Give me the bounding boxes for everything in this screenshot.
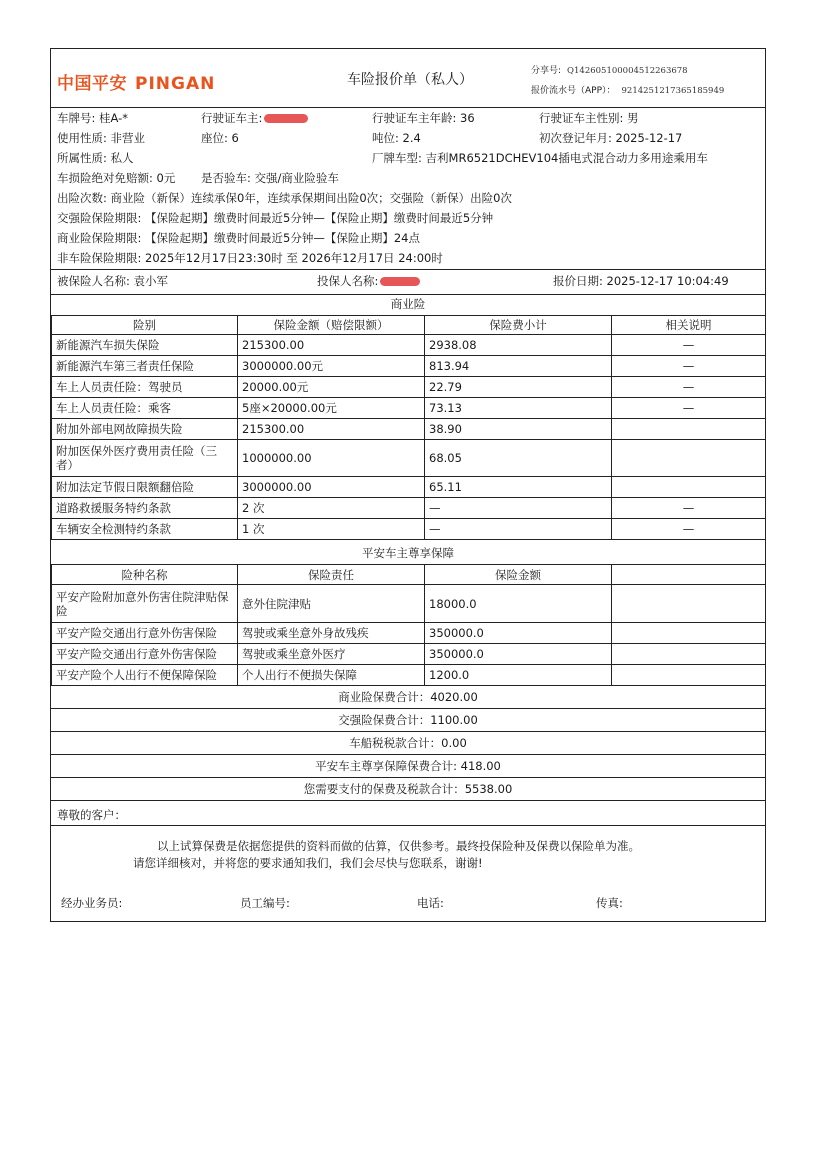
- seats: 座位: 6: [201, 131, 239, 145]
- phone-label: 电话:: [417, 896, 444, 910]
- table-row: 车上人员责任险：乘客 5座×20000.00元 73.13 —: [52, 398, 766, 419]
- table-row: 平安产险交通出行意外伤害保险 驾驶或乘坐意外身故残疾 350000.0: [52, 623, 766, 644]
- commercial-section-title: 商业险: [390, 297, 426, 311]
- divider: [51, 825, 765, 826]
- table-row: 车上人员责任险：驾驶员 20000.00元 22.79 —: [52, 377, 766, 398]
- inspection: 是否验车: 交强/商业险验车: [201, 171, 339, 185]
- table-row: 道路救援服务特约条款 2 次 — —: [52, 498, 766, 519]
- column-header: 保险费小计: [425, 316, 612, 335]
- table-row: 附加外部电网故障损失险 215300.00 38.90: [52, 419, 766, 440]
- table-row: 附加法定节假日限额翻倍险 3000000.00 65.11: [52, 477, 766, 498]
- table-row: 平安产险附加意外伤害住院津贴保险 意外住院津贴 18000.0: [52, 585, 766, 623]
- logo-en: PINGAN: [135, 74, 216, 94]
- quote-date: 报价日期: 2025-12-17 10:04:49: [553, 274, 729, 288]
- vehicle-tax-total: 车船税税款合计：0.00: [51, 732, 765, 755]
- deductible: 车损险绝对免赔额: 0元: [57, 171, 176, 185]
- column-header: 险种名称: [52, 565, 238, 585]
- owner-age: 行驶证车主年龄: 36: [372, 111, 475, 125]
- compulsory-total: 交强险保费合计：1100.00: [51, 709, 765, 732]
- logo-cn: 中国平安: [57, 74, 127, 94]
- ownership: 所属性质: 私人: [57, 151, 134, 165]
- commercial-period: 商业险保险期限: 【保险起期】缴费时间最近5分钟—【保险止期】24点: [57, 231, 420, 245]
- table-row: 平安产险个人出行不便保障保险 个人出行不便损失保障 1200.0: [52, 665, 766, 686]
- table-row: 新能源汽车第三者责任保险 3000000.00元 813.94 —: [52, 356, 766, 377]
- share-number: 分享号: Q142605100004512263678: [531, 66, 688, 76]
- usage-type: 使用性质: 非营业: [57, 131, 146, 145]
- vehicle-model: 厂牌车型: 吉利MR6521DCHEV104插电式混合动力多用途乘用车: [372, 151, 708, 165]
- owner-gender: 行驶证车主性别: 男: [539, 111, 639, 125]
- first-registration: 初次登记年月: 2025-12-17: [539, 131, 683, 145]
- table-row: 平安产险交通出行意外伤害保险 驾驶或乘坐意外医疗 350000.0: [52, 644, 766, 665]
- compulsory-period: 交强险保险期限: 【保险起期】缴费时间最近5分钟—【保险止期】缴费时间最近5分钟: [57, 211, 494, 225]
- redaction-mark: [264, 114, 308, 123]
- table-header-row: [52, 565, 766, 585]
- redaction-mark: [380, 277, 420, 286]
- vip-table: [51, 564, 766, 686]
- disclaimer-line-1: 以上试算保费是依据您提供的资料而做的估算，仅供参考。最终投保险种及保费以保险单为准。: [157, 839, 640, 853]
- table-row: 车辆安全检测特约条款 1 次 — —: [52, 519, 766, 540]
- column-header: 保险责任: [238, 565, 425, 585]
- insured-name: 被保险人名称: 袁小军: [57, 274, 169, 288]
- header: [51, 49, 765, 108]
- column-header: 保险金额: [425, 565, 612, 585]
- fax-label: 传真:: [596, 896, 623, 910]
- quote-sheet: [50, 48, 766, 922]
- plate-number: 车牌号: 桂A-*: [57, 111, 129, 125]
- claims-history: 出险次数: 商业险（新保）连续承保0年，连续承保期间出险0次；交强险（新保）出险0次: [57, 191, 512, 205]
- page-title: 车险报价单（私人）: [347, 72, 473, 88]
- tonnage: 吨位: 2.4: [372, 131, 421, 145]
- agent-label: 经办业务员:: [61, 896, 123, 910]
- table-header-row: [52, 316, 766, 335]
- column-header: 险别: [52, 316, 238, 335]
- vip-total: 平安车主尊享保障保费合计: 418.00: [51, 755, 765, 778]
- owner-name: 行驶证车主:: [201, 110, 308, 126]
- commercial-table: [51, 315, 766, 540]
- applicant-name: 投保人名称:: [317, 273, 420, 289]
- vip-section-title: 平安车主尊享保障: [362, 546, 454, 560]
- grand-total: 您需要支付的保费及税款合计：5538.00: [51, 778, 765, 801]
- table-row: 附加医保外医疗费用责任险（三者） 1000000.00 68.05: [52, 440, 766, 477]
- staff-number-label: 员工编号:: [240, 896, 290, 910]
- table-row: 新能源汽车损失保险 215300.00 2938.08 —: [52, 335, 766, 356]
- pingan-logo: [57, 69, 215, 94]
- greeting: 尊敬的客户：: [57, 808, 126, 822]
- column-header: [612, 565, 766, 585]
- divider: [51, 269, 765, 270]
- column-header: 保险金额（赔偿限额）: [238, 316, 425, 335]
- column-header: 相关说明: [612, 316, 766, 335]
- disclaimer-line-2: 请您详细核对，并将您的要求通知我们，我们会尽快与您联系，谢谢!: [133, 856, 483, 870]
- commercial-total: 商业险保费合计：4020.00: [51, 686, 765, 709]
- flow-number: 报价流水号（APP）： 9214251217365185949: [531, 86, 725, 96]
- noncar-period: 非车险保险期限: 2025年12月17日23:30时 至 2026年12月17日 24:00时: [57, 251, 443, 265]
